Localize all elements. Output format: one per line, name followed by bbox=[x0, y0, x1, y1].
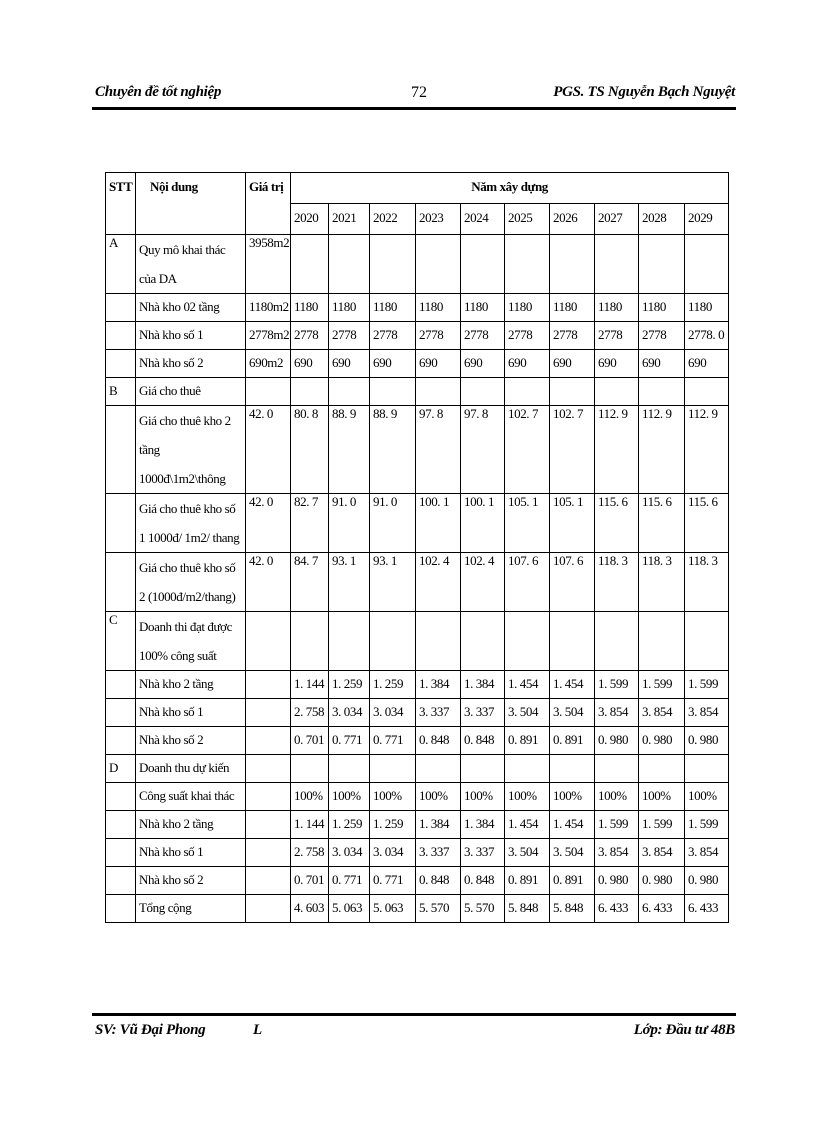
year-value-cell: 1180 bbox=[685, 294, 729, 322]
table-row bbox=[106, 378, 729, 406]
year-value-cell: 112. 9 bbox=[595, 406, 639, 494]
footer-class: Lớp: Đầu tư 48B bbox=[633, 1022, 735, 1038]
year-value-cell: 2778 bbox=[461, 322, 505, 350]
year-value-cell bbox=[550, 235, 595, 294]
row-stt-cell bbox=[106, 727, 136, 755]
row-value-cell bbox=[246, 839, 291, 867]
table-row bbox=[106, 322, 729, 350]
year-value-cell: 0. 771 bbox=[370, 727, 416, 755]
table-row bbox=[106, 235, 729, 294]
year-value-cell: 1180 bbox=[329, 294, 370, 322]
year-value-cell: 100% bbox=[685, 783, 729, 811]
year-value-cell: 100% bbox=[416, 783, 461, 811]
year-value-cell: 5. 570 bbox=[416, 895, 461, 923]
row-label-cell: Nhà kho số 2 bbox=[136, 350, 246, 378]
year-header-cell: 2027 bbox=[595, 204, 639, 235]
table-head bbox=[106, 173, 729, 235]
year-value-cell bbox=[550, 378, 595, 406]
year-value-cell: 102. 7 bbox=[550, 406, 595, 494]
year-value-cell: 3. 504 bbox=[550, 839, 595, 867]
year-value-cell: 88. 9 bbox=[329, 406, 370, 494]
year-value-cell: 1. 599 bbox=[685, 671, 729, 699]
year-value-cell: 105. 1 bbox=[550, 494, 595, 553]
year-value-cell: 5. 848 bbox=[550, 895, 595, 923]
row-value-cell: 42. 0 bbox=[246, 553, 291, 612]
year-value-cell: 100% bbox=[639, 783, 685, 811]
year-value-cell: 5. 848 bbox=[505, 895, 550, 923]
year-value-cell: 0. 701 bbox=[291, 867, 329, 895]
year-value-cell: 2778 bbox=[505, 322, 550, 350]
year-value-cell: 1. 599 bbox=[595, 811, 639, 839]
year-value-cell bbox=[461, 755, 505, 783]
year-value-cell: 118. 3 bbox=[639, 553, 685, 612]
year-value-cell: 3. 504 bbox=[505, 699, 550, 727]
row-stt-cell bbox=[106, 294, 136, 322]
year-value-cell bbox=[639, 378, 685, 406]
year-value-cell bbox=[416, 235, 461, 294]
row-value-cell bbox=[246, 811, 291, 839]
year-value-cell bbox=[595, 235, 639, 294]
row-label-cell: Tổng cộng bbox=[136, 895, 246, 923]
year-value-cell: 0. 848 bbox=[416, 727, 461, 755]
year-value-cell: 6. 433 bbox=[595, 895, 639, 923]
year-value-cell: 690 bbox=[416, 350, 461, 378]
row-label-cell: Nhà kho 2 tầng bbox=[136, 811, 246, 839]
year-value-cell bbox=[595, 755, 639, 783]
year-value-cell: 5. 063 bbox=[370, 895, 416, 923]
row-stt-cell: D bbox=[106, 755, 136, 783]
year-value-cell bbox=[370, 235, 416, 294]
year-value-cell: 0. 771 bbox=[329, 727, 370, 755]
header-document-title: Chuyên đề tốt nghiệp bbox=[95, 84, 222, 100]
year-value-cell bbox=[370, 612, 416, 671]
table-row bbox=[106, 867, 729, 895]
year-value-cell: 102. 7 bbox=[505, 406, 550, 494]
table-row bbox=[106, 839, 729, 867]
year-value-cell: 1180 bbox=[416, 294, 461, 322]
row-value-cell: 42. 0 bbox=[246, 406, 291, 494]
row-value-cell bbox=[246, 612, 291, 671]
year-value-cell: 0. 848 bbox=[416, 867, 461, 895]
year-value-cell: 100% bbox=[550, 783, 595, 811]
table-row bbox=[106, 406, 729, 494]
row-label-cell: Nhà kho số 1 bbox=[136, 699, 246, 727]
row-stt-cell bbox=[106, 783, 136, 811]
year-value-cell: 115. 6 bbox=[595, 494, 639, 553]
row-stt-cell bbox=[106, 839, 136, 867]
year-value-cell bbox=[550, 612, 595, 671]
table-row bbox=[106, 895, 729, 923]
row-stt-cell: C bbox=[106, 612, 136, 671]
row-stt-cell bbox=[106, 406, 136, 494]
row-value-cell bbox=[246, 867, 291, 895]
year-value-cell: 0. 980 bbox=[685, 867, 729, 895]
year-value-cell: 0. 980 bbox=[639, 867, 685, 895]
year-value-cell bbox=[329, 378, 370, 406]
table-row bbox=[106, 294, 729, 322]
year-value-cell: 1. 384 bbox=[461, 671, 505, 699]
row-value-cell bbox=[246, 727, 291, 755]
year-value-cell bbox=[639, 612, 685, 671]
row-stt-cell bbox=[106, 895, 136, 923]
col-stt-header: STT bbox=[106, 173, 136, 235]
year-value-cell: 112. 9 bbox=[639, 406, 685, 494]
year-value-cell bbox=[329, 235, 370, 294]
year-value-cell: 107. 6 bbox=[505, 553, 550, 612]
year-value-cell: 3. 854 bbox=[685, 839, 729, 867]
year-value-cell: 2. 758 bbox=[291, 699, 329, 727]
year-value-cell: 0. 891 bbox=[505, 867, 550, 895]
row-stt-cell: B bbox=[106, 378, 136, 406]
year-value-cell: 100% bbox=[370, 783, 416, 811]
year-value-cell: 100% bbox=[291, 783, 329, 811]
year-value-cell: 1. 454 bbox=[550, 811, 595, 839]
year-value-cell bbox=[505, 378, 550, 406]
year-header-cell: 2022 bbox=[370, 204, 416, 235]
year-value-cell: 2. 758 bbox=[291, 839, 329, 867]
year-value-cell: 1180 bbox=[461, 294, 505, 322]
year-value-cell bbox=[639, 235, 685, 294]
year-value-cell: 1. 454 bbox=[505, 671, 550, 699]
row-stt-cell bbox=[106, 494, 136, 553]
year-value-cell: 3. 504 bbox=[505, 839, 550, 867]
year-value-cell: 80. 8 bbox=[291, 406, 329, 494]
year-value-cell bbox=[461, 612, 505, 671]
row-label-cell: Nhà kho 2 tầng bbox=[136, 671, 246, 699]
row-label-cell: Giá cho thuê bbox=[136, 378, 246, 406]
year-value-cell bbox=[370, 755, 416, 783]
row-label-cell: Nhà kho 02 tầng bbox=[136, 294, 246, 322]
year-value-cell: 0. 771 bbox=[329, 867, 370, 895]
year-value-cell: 118. 3 bbox=[685, 553, 729, 612]
year-value-cell: 690 bbox=[639, 350, 685, 378]
year-value-cell: 690 bbox=[505, 350, 550, 378]
year-value-cell: 1. 384 bbox=[416, 671, 461, 699]
row-value-cell: 690m2 bbox=[246, 350, 291, 378]
year-value-cell: 1180 bbox=[595, 294, 639, 322]
table-row bbox=[106, 494, 729, 553]
year-value-cell: 93. 1 bbox=[329, 553, 370, 612]
year-value-cell: 6. 433 bbox=[685, 895, 729, 923]
year-value-cell: 3. 337 bbox=[416, 839, 461, 867]
year-value-cell: 88. 9 bbox=[370, 406, 416, 494]
year-value-cell: 1180 bbox=[550, 294, 595, 322]
year-value-cell bbox=[505, 755, 550, 783]
year-value-cell bbox=[685, 612, 729, 671]
year-value-cell: 107. 6 bbox=[550, 553, 595, 612]
year-value-cell: 5. 570 bbox=[461, 895, 505, 923]
year-value-cell: 97. 8 bbox=[461, 406, 505, 494]
year-value-cell: 2778. 0 bbox=[685, 322, 729, 350]
row-stt-cell: A bbox=[106, 235, 136, 294]
year-value-cell bbox=[291, 378, 329, 406]
table-row bbox=[106, 727, 729, 755]
row-label-cell: Giá cho thuê kho số 1 1000đ/ 1m2/ thang bbox=[136, 494, 246, 553]
year-value-cell: 690 bbox=[685, 350, 729, 378]
year-value-cell: 1. 259 bbox=[370, 811, 416, 839]
footer-mark: L bbox=[253, 1022, 262, 1038]
year-value-cell: 1. 599 bbox=[595, 671, 639, 699]
year-value-cell: 3. 337 bbox=[461, 699, 505, 727]
year-value-cell: 105. 1 bbox=[505, 494, 550, 553]
year-value-cell: 112. 9 bbox=[685, 406, 729, 494]
year-value-cell: 100. 1 bbox=[461, 494, 505, 553]
year-value-cell: 1. 454 bbox=[505, 811, 550, 839]
row-label-cell: Nhà kho số 2 bbox=[136, 727, 246, 755]
year-value-cell: 1180 bbox=[291, 294, 329, 322]
year-value-cell: 1. 259 bbox=[329, 671, 370, 699]
year-value-cell: 690 bbox=[291, 350, 329, 378]
year-value-cell bbox=[505, 612, 550, 671]
row-value-cell bbox=[246, 699, 291, 727]
years-group-header: Năm xây dựng bbox=[291, 173, 729, 204]
year-value-cell: 5. 063 bbox=[329, 895, 370, 923]
year-value-cell: 100% bbox=[595, 783, 639, 811]
year-value-cell: 1180 bbox=[639, 294, 685, 322]
footer-divider bbox=[92, 1013, 736, 1016]
year-value-cell bbox=[461, 235, 505, 294]
year-value-cell: 6. 433 bbox=[639, 895, 685, 923]
year-value-cell: 1. 259 bbox=[329, 811, 370, 839]
year-value-cell: 1. 144 bbox=[291, 671, 329, 699]
footer-student: SV: Vũ Đại Phong bbox=[95, 1022, 206, 1038]
row-stt-cell bbox=[106, 553, 136, 612]
year-value-cell: 3. 337 bbox=[416, 699, 461, 727]
year-value-cell: 690 bbox=[461, 350, 505, 378]
year-value-cell: 690 bbox=[550, 350, 595, 378]
year-value-cell bbox=[595, 378, 639, 406]
table-row bbox=[106, 612, 729, 671]
row-stt-cell bbox=[106, 322, 136, 350]
year-value-cell: 1. 599 bbox=[639, 811, 685, 839]
year-value-cell: 0. 980 bbox=[685, 727, 729, 755]
year-value-cell: 102. 4 bbox=[461, 553, 505, 612]
year-value-cell bbox=[685, 378, 729, 406]
year-header-cell: 2024 bbox=[461, 204, 505, 235]
year-value-cell: 2778 bbox=[291, 322, 329, 350]
year-header-cell: 2025 bbox=[505, 204, 550, 235]
year-value-cell: 2778 bbox=[329, 322, 370, 350]
year-value-cell: 1. 384 bbox=[461, 811, 505, 839]
year-value-cell bbox=[416, 378, 461, 406]
year-value-cell: 690 bbox=[370, 350, 416, 378]
year-value-cell: 1. 144 bbox=[291, 811, 329, 839]
year-value-cell: 4. 603 bbox=[291, 895, 329, 923]
year-value-cell: 0. 891 bbox=[550, 727, 595, 755]
table-row bbox=[106, 755, 729, 783]
year-value-cell bbox=[505, 235, 550, 294]
year-value-cell: 91. 0 bbox=[329, 494, 370, 553]
year-value-cell: 3. 034 bbox=[329, 839, 370, 867]
header-page-number: 72 bbox=[411, 84, 427, 101]
year-header-cell: 2026 bbox=[550, 204, 595, 235]
header-divider bbox=[92, 107, 736, 110]
row-label-cell: Nhà kho số 1 bbox=[136, 839, 246, 867]
year-value-cell: 97. 8 bbox=[416, 406, 461, 494]
year-value-cell: 3. 034 bbox=[370, 699, 416, 727]
year-value-cell: 690 bbox=[595, 350, 639, 378]
row-value-cell bbox=[246, 755, 291, 783]
year-value-cell bbox=[595, 612, 639, 671]
year-value-cell: 0. 848 bbox=[461, 867, 505, 895]
row-value-cell: 42. 0 bbox=[246, 494, 291, 553]
year-value-cell bbox=[291, 235, 329, 294]
table-row bbox=[106, 699, 729, 727]
table-row bbox=[106, 671, 729, 699]
year-value-cell: 3. 854 bbox=[639, 699, 685, 727]
year-value-cell: 3. 337 bbox=[461, 839, 505, 867]
year-value-cell: 1180 bbox=[505, 294, 550, 322]
table-row bbox=[106, 553, 729, 612]
year-value-cell: 2778 bbox=[639, 322, 685, 350]
year-value-cell: 1180 bbox=[370, 294, 416, 322]
row-label-cell: Nhà kho số 2 bbox=[136, 867, 246, 895]
year-value-cell: 3. 854 bbox=[685, 699, 729, 727]
col-value-header: Giá trị bbox=[246, 173, 291, 235]
year-header-cell: 2020 bbox=[291, 204, 329, 235]
year-value-cell: 100% bbox=[461, 783, 505, 811]
year-value-cell: 1. 599 bbox=[639, 671, 685, 699]
header-author: PGS. TS Nguyễn Bạch Nguyệt bbox=[553, 84, 735, 100]
year-value-cell: 2778 bbox=[370, 322, 416, 350]
year-value-cell: 84. 7 bbox=[291, 553, 329, 612]
year-value-cell: 115. 6 bbox=[685, 494, 729, 553]
row-value-cell bbox=[246, 378, 291, 406]
year-value-cell bbox=[685, 235, 729, 294]
row-value-cell bbox=[246, 783, 291, 811]
year-value-cell bbox=[291, 612, 329, 671]
row-stt-cell bbox=[106, 811, 136, 839]
table-row bbox=[106, 783, 729, 811]
year-header-cell: 2023 bbox=[416, 204, 461, 235]
year-value-cell bbox=[550, 755, 595, 783]
year-value-cell: 3. 854 bbox=[595, 839, 639, 867]
year-value-cell bbox=[639, 755, 685, 783]
year-value-cell bbox=[329, 755, 370, 783]
year-value-cell: 100. 1 bbox=[416, 494, 461, 553]
year-value-cell: 0. 980 bbox=[639, 727, 685, 755]
row-label-cell: Quy mô khai thác của DA bbox=[136, 235, 246, 294]
year-value-cell: 2778 bbox=[416, 322, 461, 350]
table-body bbox=[106, 235, 729, 923]
year-value-cell: 0. 980 bbox=[595, 727, 639, 755]
row-stt-cell bbox=[106, 671, 136, 699]
year-value-cell: 0. 771 bbox=[370, 867, 416, 895]
year-value-cell: 3. 504 bbox=[550, 699, 595, 727]
year-value-cell: 1. 384 bbox=[416, 811, 461, 839]
year-value-cell: 100% bbox=[329, 783, 370, 811]
page-header bbox=[95, 84, 735, 108]
year-value-cell: 0. 980 bbox=[595, 867, 639, 895]
year-value-cell bbox=[329, 612, 370, 671]
page-footer bbox=[95, 1022, 735, 1046]
year-value-cell: 118. 3 bbox=[595, 553, 639, 612]
year-value-cell bbox=[370, 378, 416, 406]
year-header-cell: 2028 bbox=[639, 204, 685, 235]
year-value-cell bbox=[461, 378, 505, 406]
year-value-cell: 102. 4 bbox=[416, 553, 461, 612]
year-value-cell: 3. 034 bbox=[370, 839, 416, 867]
row-label-cell: Công suất khai thác bbox=[136, 783, 246, 811]
year-header-cell: 2021 bbox=[329, 204, 370, 235]
revenue-table bbox=[105, 172, 729, 923]
year-value-cell: 1. 259 bbox=[370, 671, 416, 699]
year-value-cell: 100% bbox=[505, 783, 550, 811]
year-value-cell: 690 bbox=[329, 350, 370, 378]
year-value-cell: 3. 854 bbox=[595, 699, 639, 727]
year-value-cell: 2778 bbox=[595, 322, 639, 350]
row-value-cell bbox=[246, 895, 291, 923]
year-value-cell bbox=[685, 755, 729, 783]
row-value-cell: 2778m2 bbox=[246, 322, 291, 350]
year-value-cell bbox=[291, 755, 329, 783]
year-header-cell: 2029 bbox=[685, 204, 729, 235]
row-label-cell: Doanh thu dự kiến bbox=[136, 755, 246, 783]
year-value-cell: 3. 854 bbox=[639, 839, 685, 867]
year-value-cell bbox=[416, 755, 461, 783]
col-content-header: Nội dung bbox=[136, 173, 246, 235]
year-value-cell: 3. 034 bbox=[329, 699, 370, 727]
year-value-cell: 0. 701 bbox=[291, 727, 329, 755]
year-value-cell: 0. 848 bbox=[461, 727, 505, 755]
year-value-cell: 91. 0 bbox=[370, 494, 416, 553]
row-stt-cell bbox=[106, 867, 136, 895]
table-row bbox=[106, 811, 729, 839]
year-value-cell: 2778 bbox=[550, 322, 595, 350]
table-row bbox=[106, 350, 729, 378]
row-value-cell bbox=[246, 671, 291, 699]
year-value-cell: 1. 599 bbox=[685, 811, 729, 839]
row-stt-cell bbox=[106, 699, 136, 727]
year-value-cell: 115. 6 bbox=[639, 494, 685, 553]
year-value-cell: 0. 891 bbox=[505, 727, 550, 755]
row-label-cell: Giá cho thuê kho 2 tầng 1000đ\1m2\thông bbox=[136, 406, 246, 494]
row-value-cell: 3958m2 bbox=[246, 235, 291, 294]
year-value-cell: 93. 1 bbox=[370, 553, 416, 612]
year-value-cell bbox=[416, 612, 461, 671]
header-row bbox=[106, 173, 729, 204]
year-value-cell: 82. 7 bbox=[291, 494, 329, 553]
year-value-cell: 1. 454 bbox=[550, 671, 595, 699]
row-label-cell: Nhà kho số 1 bbox=[136, 322, 246, 350]
row-label-cell: Doanh thi đạt được 100% công suất bbox=[136, 612, 246, 671]
year-value-cell: 0. 891 bbox=[550, 867, 595, 895]
row-label-cell: Giá cho thuê kho số 2 (1000đ/m2/thang) bbox=[136, 553, 246, 612]
row-value-cell: 1180m2 bbox=[246, 294, 291, 322]
row-stt-cell bbox=[106, 350, 136, 378]
